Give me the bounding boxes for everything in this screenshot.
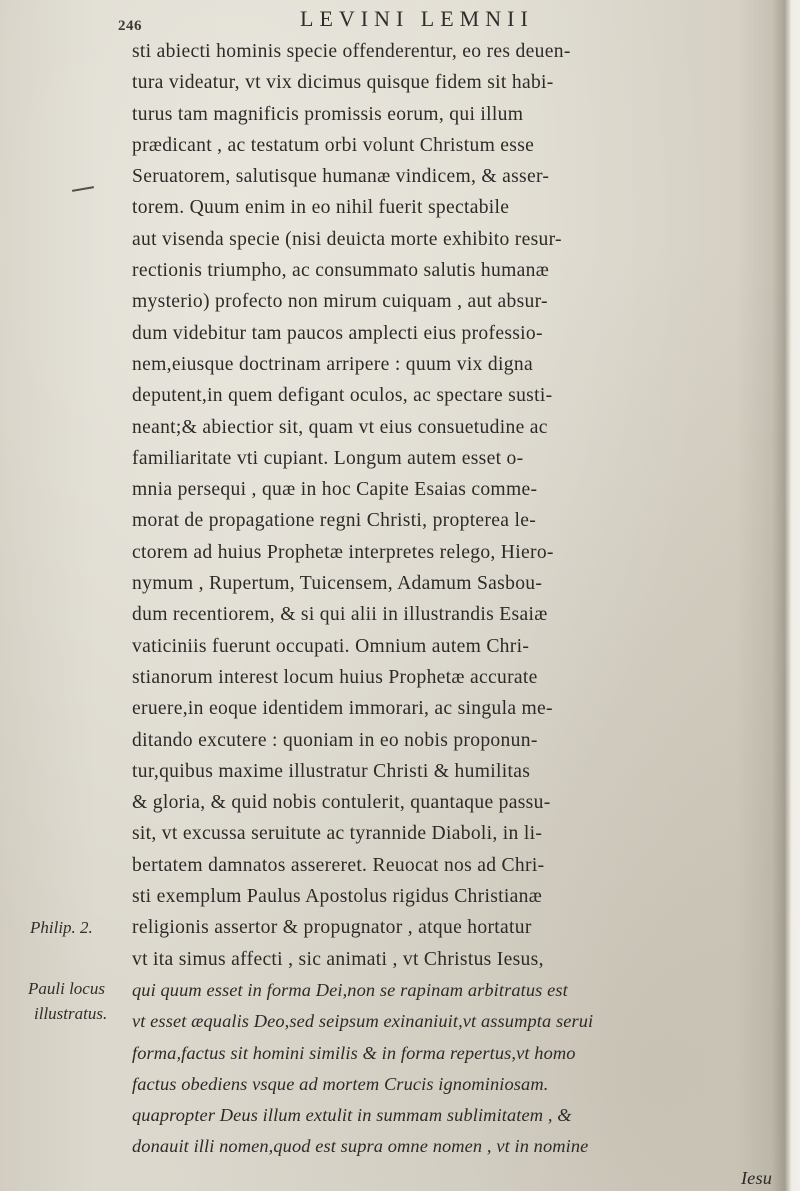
margin-dash-mark	[72, 186, 94, 192]
book-gutter-shadow	[772, 0, 800, 1191]
text-line: tur,quibus maxime illustratur Christi & humilitas	[132, 760, 531, 782]
running-head: LEVINI LEMNII	[300, 6, 534, 31]
margin-note-pauli-locus: Pauli locus	[28, 979, 105, 998]
text-line: Seruatorem, salutisque humanæ vindicem, & asser-	[132, 166, 550, 188]
margin-note-illustratus: illustratus.	[34, 1004, 108, 1023]
scripture-quote-line: qui quum esset in forma Dei,non se rapinam arbitratus est	[132, 979, 568, 1000]
text-line: religionis assertor & propugnator , atque hortatur	[132, 917, 532, 939]
text-line: aut visenda specie (nisi deuicta morte exhibito resur-	[132, 228, 562, 250]
scripture-quote-line: forma,factus sit homini similis & in forma repertus,vt homo	[132, 1042, 576, 1063]
text-line: ctorem ad huius Prophetæ interpretes relego, Hiero-	[132, 541, 554, 563]
text-line: mysterio) profecto non mirum cuiquam , aut absur-	[132, 291, 548, 313]
scripture-quote-line: vt esset æqualis Deo,sed seipsum exinaniuit,vt assumpta serui	[132, 1011, 594, 1032]
text-line: prædicant , ac testatum orbi volunt Christum esse	[132, 134, 535, 156]
text-line: tura videatur, vt vix dicimus quisque fidem sit habi-	[132, 72, 554, 94]
text-line: & gloria, & quid nobis contulerit, quantaque passu-	[132, 792, 551, 814]
text-line: nymum , Rupertum, Tuicensem, Adamum Sasbou-	[132, 573, 543, 595]
text-line: bertatem damnatos assereret. Reuocat nos ad Chri-	[132, 854, 545, 876]
text-line: rectionis triumpho, ac consummato salutis humanæ	[132, 260, 550, 282]
text-line: sti exemplum Paulus Apostolus rigidus Christianæ	[132, 886, 543, 908]
text-line: sit, vt excussa seruitute ac tyrannide Diaboli, in li-	[132, 823, 543, 845]
text-line: vaticiniis fuerunt occupati. Omnium autem Chri-	[132, 635, 530, 657]
text-line: neant;& abiectior sit, quam vt eius consuetudine ac	[132, 416, 548, 438]
text-line: eruere,in eoque identidem immorari, ac singula me-	[132, 698, 553, 720]
text-line: morat de propagatione regni Christi, propterea le-	[132, 510, 537, 532]
margin-note-philip: Philip. 2.	[30, 918, 93, 937]
text-line: mnia persequi , quæ in hoc Capite Esaias comme-	[132, 479, 538, 501]
scripture-quote-line: donauit illi nomen,quod est supra omne nomen , vt in nomine	[132, 1136, 589, 1157]
text-line: ditando excutere : quoniam in eo nobis proponun-	[132, 729, 538, 751]
text-line: torem. Quum enim in eo nihil fuerit spectabile	[132, 197, 510, 219]
text-line: vt ita simus affecti , sic animati , vt Christus Iesus,	[132, 948, 544, 970]
text-line: sti abiecti hominis specie offenderentur, eo res deuen-	[132, 41, 571, 62]
body-text	[132, 36, 772, 1191]
text-line: deputent,in quem defigant oculos, ac spectare susti-	[132, 385, 553, 407]
margin-notes	[0, 0, 132, 1191]
scripture-quote-line: factus obediens vsque ad mortem Crucis ignominiosam.	[132, 1073, 549, 1094]
text-line: nem,eiusque doctrinam arripere : quum vix digna	[132, 353, 533, 375]
catchword: Iesu	[740, 1167, 772, 1188]
page-number: 246	[118, 18, 142, 34]
text-line: dum recentiorem, & si qui alii in illustrandis Esaiæ	[132, 604, 548, 626]
scripture-quote-line: quapropter Deus illum extulit in summam sublimitatem , &	[132, 1105, 572, 1126]
text-line: familiaritate vti cupiant. Longum autem esset o-	[132, 447, 524, 469]
text-line: stianorum interest locum huius Prophetæ accurate	[132, 666, 538, 688]
text-line: turus tam magnificis promissis eorum, qui illum	[132, 103, 524, 125]
text-line: dum videbitur tam paucos amplecti eius professio-	[132, 322, 543, 344]
